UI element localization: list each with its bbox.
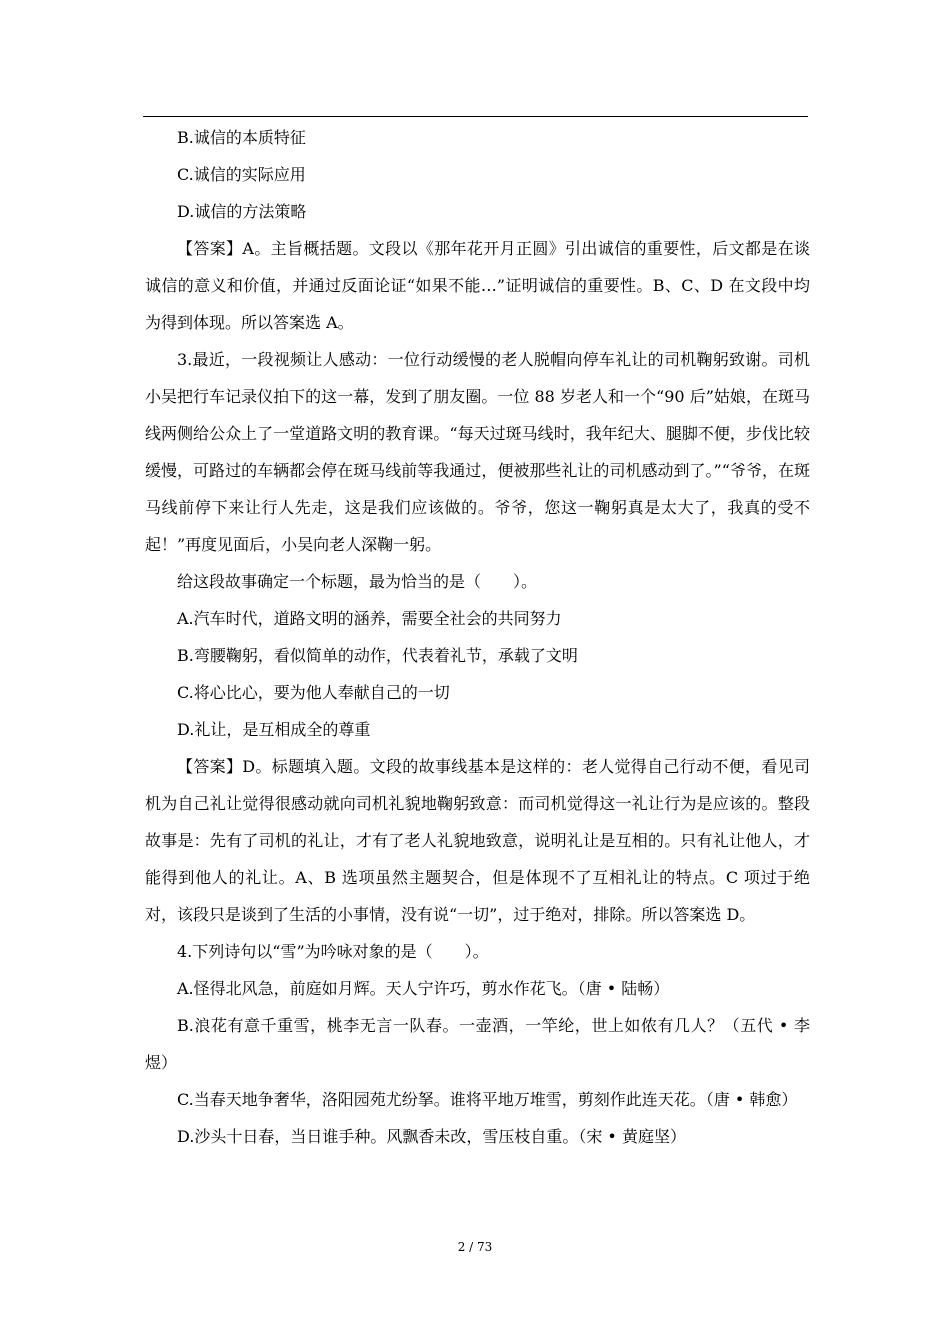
- q4-option-d: D.沙头十日春，当日谁手种。风飘香未改，雪压枝自重。（宋 • 黄庭坚）: [177, 1127, 686, 1146]
- q2-answer: 【答案】A。主旨概括题。文段以《那年花开月正圆》引出诚信的重要性，后文都是在谈诚信的意义和价值，并通过反面论证“如果不能…”证明诚信的重要性。B、C、D 在文段中均为得到体现。所以答案选 A。: [145, 239, 810, 332]
- q2-option-c: C.诚信的实际应用: [177, 165, 306, 184]
- q3-option-b: B.弯腰鞠躬，看似简单的动作，代表着礼节，承载了文明: [177, 646, 578, 665]
- q3-option-d: D.礼让，是互相成全的尊重: [177, 720, 371, 739]
- q2-option-b: B.诚信的本质特征: [177, 128, 306, 147]
- q3-passage: 3.最近，一段视频让人感动：一位行动缓慢的老人脱帽向停车礼让的司机鞠躬致谢。司机小吴把行车记录仪拍下的这一幕，发到了朋友圈。一位 88 岁老人和一个“90 后”姑娘，在斑马线两侧给公众上了一堂道路文明的教育课。“每天过斑马线时，我年纪大、腿脚不便，步伐比较缓慢，可路过的车辆都会停在斑马线前等我通过，便被那些礼让的司机感动到了。”“爷爷，在斑马线前停下来让行人先走，这是我们应该做的。爷爷，您这一鞠躬真是太大了，我真的受不起！”再度见面后，小吴向老人深鞠一躬。: [145, 350, 810, 554]
- page-number: 2 / 73: [457, 1240, 493, 1254]
- header-rule: [143, 116, 808, 117]
- q3-answer: 【答案】D。标题填入题。文段的故事线基本是这样的：老人觉得自己行动不便，看见司机为自己礼让觉得很感动就向司机礼貌地鞠躬致意：而司机觉得这一礼让行为是应该的。整段故事是：先有了司机的礼让，才有了老人礼貌地致意，说明礼让是互相的。只有礼让他人，才能得到他人的礼让。A、B 选项虽然主题契合，但是体现不了互相礼让的特点。C 项过于绝对，该段只是谈到了生活的小事情，没有说“一切”，过于绝对，排除。所以答案选 D。: [145, 757, 810, 924]
- page-content: [145, 119, 810, 1155]
- q3-option-a: A.汽车时代，道路文明的涵养，需要全社会的共同努力: [177, 609, 562, 628]
- q4-option-a: A.怪得北风急，前庭如月辉。天人宁许巧，剪水作花飞。（唐 • 陆畅）: [177, 979, 670, 998]
- q4-option-b: B.浪花有意千重雪，桃李无言一队春。一壶酒，一竿纶，世上如侬有几人？（五代 • 李煜）: [145, 1016, 810, 1072]
- q4-question: 4.下列诗句以“雪”为吟咏对象的是（ ）。: [177, 942, 489, 961]
- q2-option-d: D.诚信的方法策略: [177, 202, 307, 221]
- q3-question: 给这段故事确定一个标题，最为恰当的是（ ）。: [177, 572, 538, 591]
- q3-option-c: C.将心比心，要为他人奉献自己的一切: [177, 683, 450, 702]
- q4-option-c: C.当春天地争奢华，洛阳园苑尤纷拏。谁将平地万堆雪，剪刻作此连天花。（唐 • 韩愈）: [177, 1090, 798, 1109]
